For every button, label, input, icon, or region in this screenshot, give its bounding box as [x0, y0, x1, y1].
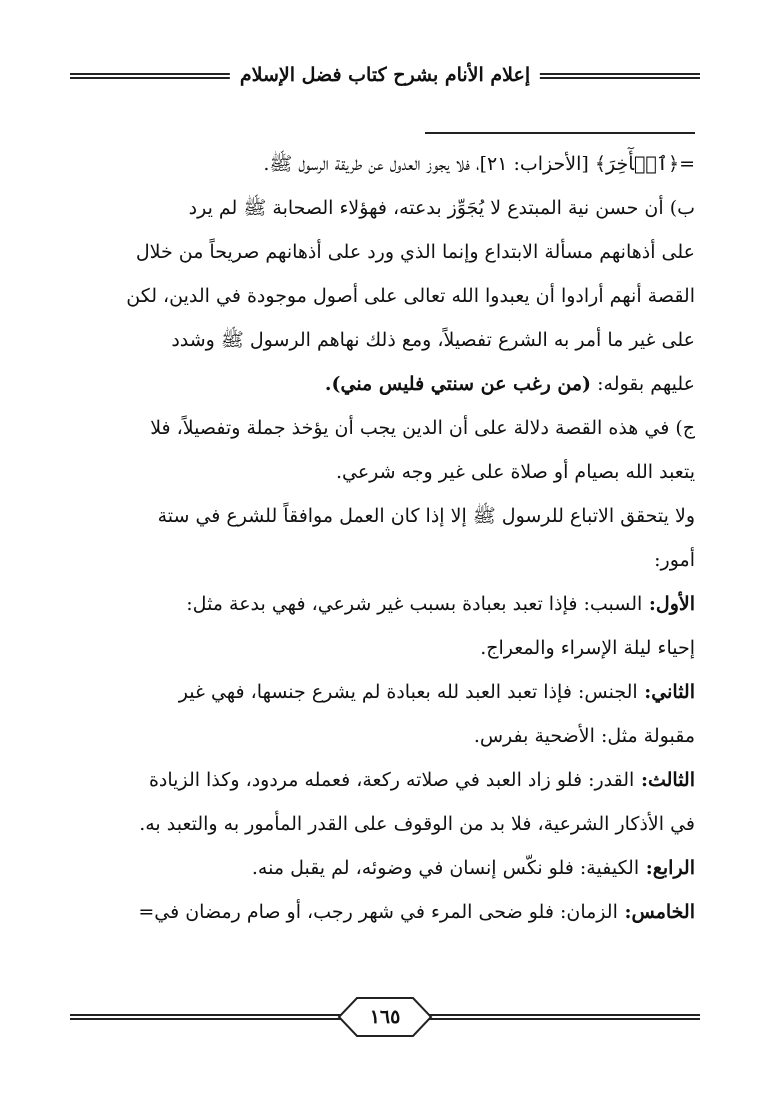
page-number-diamond [337, 996, 433, 1038]
text-line: الأول: السبب: فإذا تعبد بعبادة بسبب غير شرعي، فهي بدعة مثل: [186, 593, 695, 615]
footnote-separator [425, 132, 695, 134]
text-line: مقبولة مثل: الأضحية بفرس. [473, 725, 695, 747]
item-label: الأول: [642, 593, 695, 615]
text-line: الرابع: الكيفية: فلو نكّس إنسان في وضوئه، لم يقبل منه. [251, 857, 695, 879]
item-label: الخامس: [617, 901, 695, 923]
page-header [70, 64, 700, 94]
text-line: ج) في هذه القصة دلالة على أن الدين يجب أن يؤخذ جملة وتفصيلاً، فلا [150, 417, 695, 439]
text-line: يتعبد الله بصيام أو صلاة على غير وجه شرعي. [335, 461, 695, 483]
hadith-quote: (من رغب عن سنتي فليس مني). [324, 373, 592, 395]
text-line: في الأذكار الشرعية، فلا بد من الوقوف على القدر المأمور به والتعبد به. [139, 813, 695, 835]
body-text [75, 142, 695, 934]
text-line: الثاني: الجنس: فإذا تعبد العبد لله بعبادة لم يشرع جنسها، فهي غير [178, 681, 695, 703]
text-line: الثالث: القدر: فلو زاد العبد في صلاته ركعة، فعمله مردود، وكذا الزيادة [148, 769, 695, 791]
text-line: القصة أنهم أرادوا أن يعبدوا الله تعالى على أصول موجودة في الدين، لكن [126, 285, 695, 307]
text-line: إحياء ليلة الإسراء والمعراج. [480, 637, 695, 659]
item-label: الثالث: [634, 769, 695, 791]
text-line: =﴿ٱلۡأٓخِرَ﴾ [الأحزاب: ٢١]، فلا يجوز العدول عن طريقة الرسول ﷺ. [263, 153, 695, 175]
text-line: ولا يتحقق الاتباع للرسول ﷺ إلا إذا كان العمل موافقاً للشرع في ستة [157, 505, 695, 527]
text-line: عليهم بقوله: (من رغب عن سنتي فليس مني). [324, 373, 695, 395]
text-line: على غير ما أمر به الشرع تفصيلاً، ومع ذلك نهاهم الرسول ﷺ وشدد [171, 329, 695, 351]
text-line: أمور: [654, 549, 695, 571]
text-line: على أذهانهم مسألة الابتداع وإنما الذي ورد على أذهانهم صريحاً من خلال [135, 241, 695, 263]
running-title: إعلام الأنام بشرح كتاب فضل الإسلام [230, 64, 540, 86]
page-footer [70, 996, 700, 1040]
item-label: الثاني: [637, 681, 695, 703]
item-label: الرابع: [639, 857, 695, 879]
text-line: ب) أن حسن نية المبتدع لا يُجَوِّز بدعته، فهؤلاء الصحابة ﷺ لم يرد [188, 197, 695, 219]
text-line: الخامس: الزمان: فلو ضحى المرء في شهر رجب، أو صام رمضان في= [138, 901, 695, 923]
page-number: ١٦٥ [369, 1006, 401, 1028]
